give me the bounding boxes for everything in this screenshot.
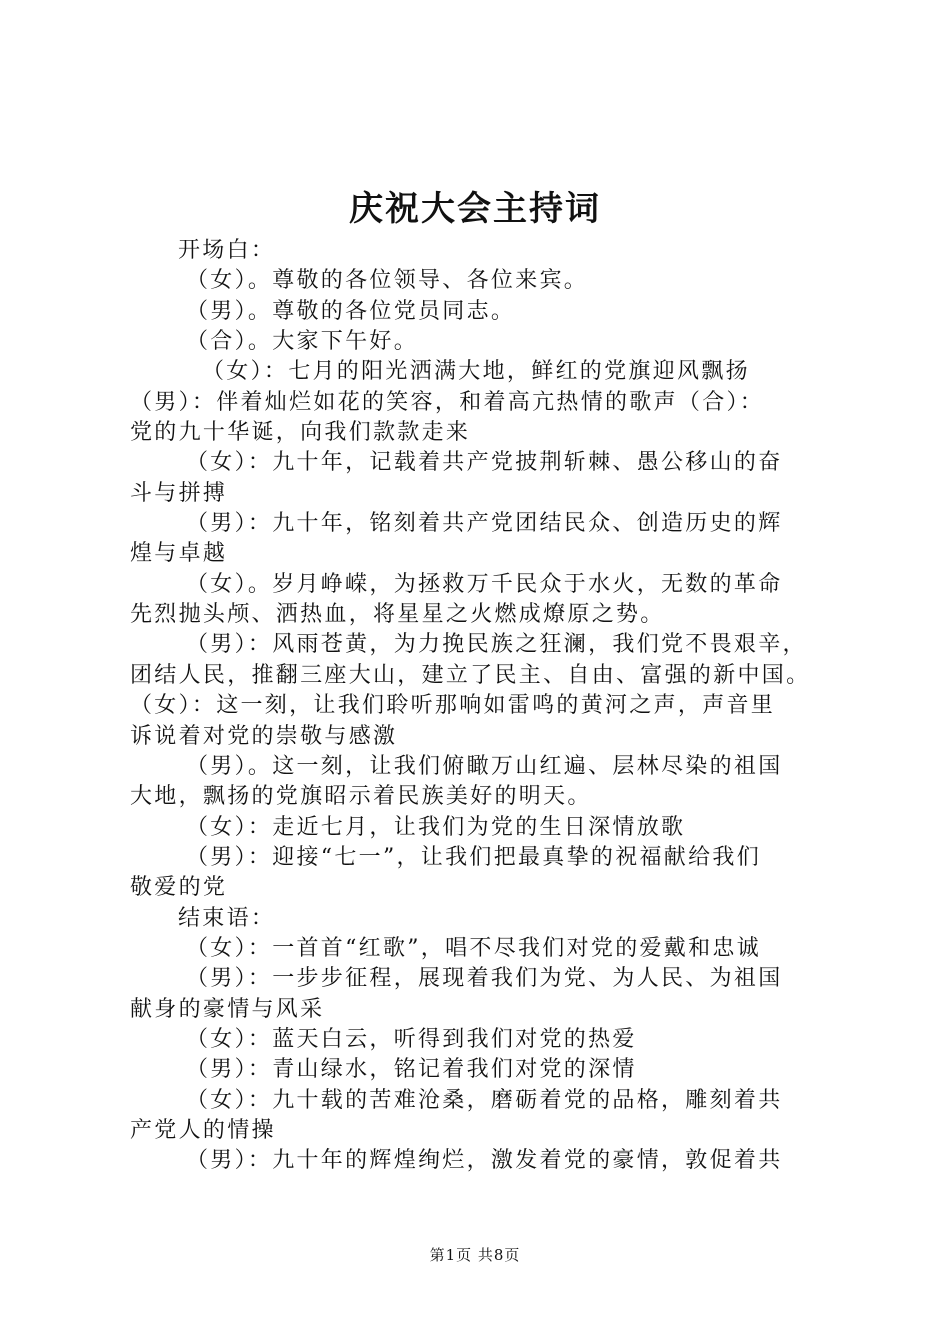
- text-line: （男）。尊敬的各位党员同志。: [186, 298, 516, 324]
- text-line: （男）：迎接“七一”，让我们把最真挚的祝福献给我们: [186, 844, 761, 870]
- document-body: [130, 236, 850, 1177]
- text-line: 产党人的情操: [130, 1117, 276, 1143]
- text-line: 团结人民，推翻三座大山，建立了民主、自由、富强的新中国。: [130, 662, 811, 688]
- text-line: （男）：九十年，铭刻着共产党团结民众、创造历史的辉: [186, 511, 783, 537]
- text-line: （女）：七月的阳光洒满大地，鲜红的党旗迎风飘扬: [202, 359, 750, 385]
- text-line: （男）：青山绿水，铭记着我们对党的深情: [186, 1057, 637, 1083]
- text-line: （女）：蓝天白云，听得到我们对党的热爱: [186, 1026, 637, 1052]
- text-line: （女）：九十年，记载着共产党披荆斩棘、愚公移山的奋: [186, 450, 783, 476]
- text-line: 献身的豪情与风采: [130, 996, 325, 1022]
- text-line: （女）。尊敬的各位领导、各位来宾。: [186, 268, 589, 294]
- text-line: 敬爱的党: [130, 875, 228, 901]
- text-line: （男）：风雨苍黄，为力挽民族之狂澜，我们党不畏艰辛，: [186, 632, 807, 658]
- text-line: （女）。岁月峥嵘，为拯救万千民众于水火，无数的革命: [186, 571, 783, 597]
- text-line: 党的九十华诞，向我们款款走来: [130, 420, 471, 446]
- text-line: 先烈抛头颅、洒热血，将星星之火燃成燎原之势。: [130, 602, 665, 628]
- page-number-footer: 第1页 共8页: [429, 1246, 521, 1264]
- text-line: （女）：一首首“红歌”，唱不尽我们对党的爱戴和忠诚: [186, 935, 761, 961]
- text-line: 诉说着对党的崇敬与感激: [130, 723, 398, 749]
- text-line: 大地，飘扬的党旗昭示着民族美好的明天。: [130, 784, 592, 810]
- text-line: （男）。这一刻，让我们俯瞰万山红遍、层林尽染的祖国: [186, 753, 783, 779]
- document-title: 庆祝大会主持词: [349, 189, 601, 229]
- text-line: （男）：一步步征程，展现着我们为党、为人民、为祖国: [186, 966, 783, 992]
- text-line: 斗与拼搏: [130, 480, 228, 506]
- text-line: （女）：走近七月，让我们为党的生日深情放歌: [186, 814, 686, 840]
- text-line: （女）：这一刻，让我们聆听那响如雷鸣的黄河之声，声音里: [130, 693, 776, 719]
- text-line: （男）：九十年的辉煌绚烂，激发着党的豪情，敦促着共: [186, 1148, 783, 1174]
- text-line: （男）：伴着灿烂如花的笑容，和着高亢热情的歌声（合）：: [130, 389, 765, 415]
- text-line: 煌与卓越: [130, 541, 228, 567]
- text-line: 结束语：: [178, 905, 276, 931]
- text-line: （女）：九十载的苦难沧桑，磨砺着党的品格，雕刻着共: [186, 1087, 783, 1113]
- text-line: （合）。大家下午好。: [186, 329, 419, 355]
- text-line: 开场白：: [178, 238, 276, 263]
